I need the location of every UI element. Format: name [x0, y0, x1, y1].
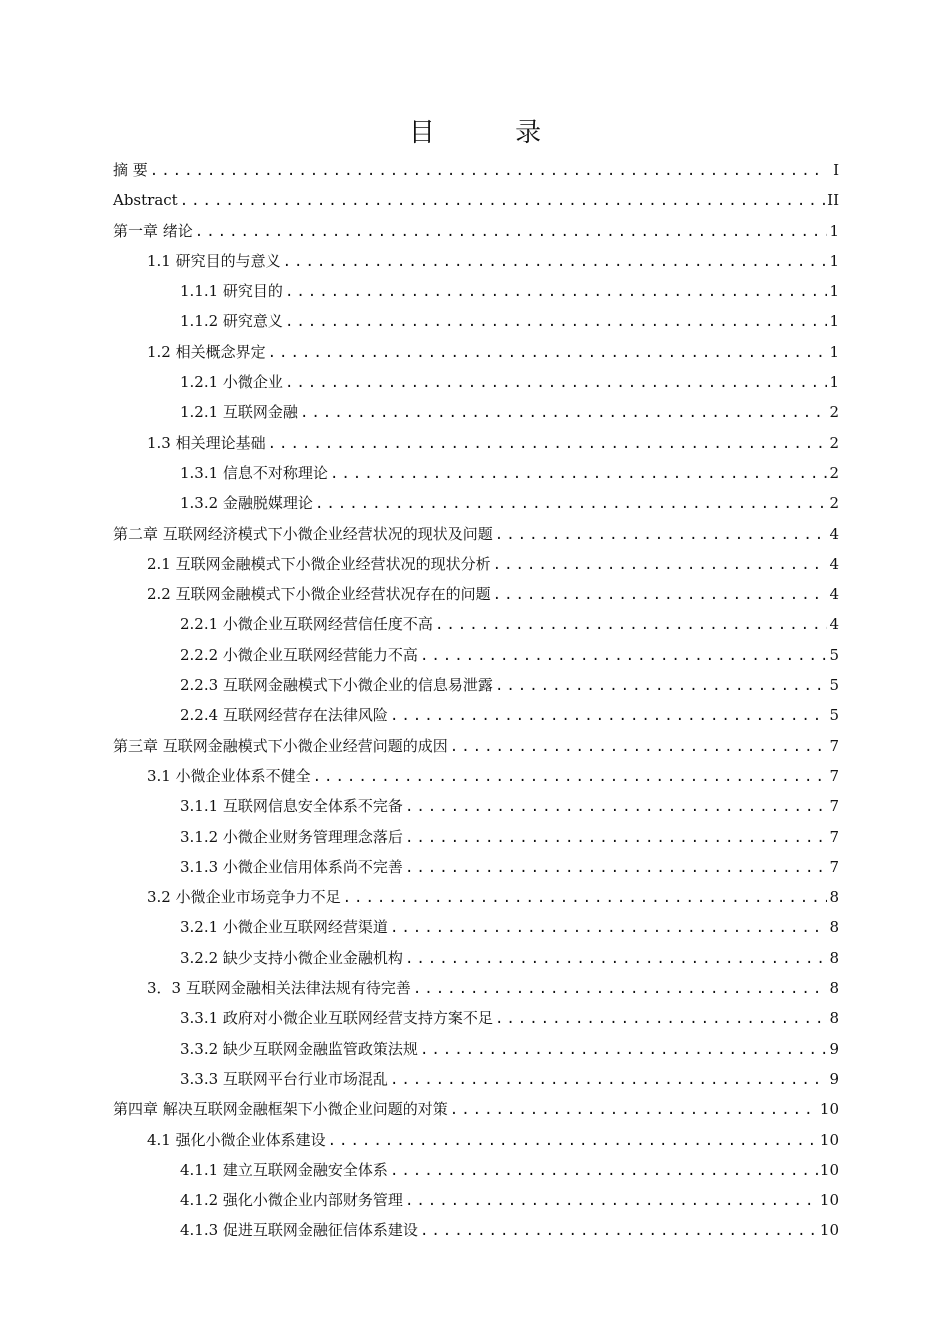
toc-entry-page-number: 4 [829, 554, 839, 573]
toc-entry-page-number: 5 [829, 676, 839, 695]
toc-entry-label: 2.2.3 互联网金融模式下小微企业的信息易泄露 [180, 676, 493, 695]
toc-entry[interactable] [113, 822, 839, 852]
toc-entry-page-number: II [827, 191, 839, 210]
toc-entry-label: 1.2.1 小微企业 [180, 373, 283, 392]
toc-entry-label: 4.1 强化小微企业体系建设 [147, 1130, 326, 1149]
toc-entry[interactable] [113, 549, 839, 579]
toc-entry-page-number: 4 [829, 615, 839, 634]
toc-entry-label: 1.3.1 信息不对称理论 [180, 463, 328, 482]
toc-entry-label: 3.3.2 缺少互联网金融监管政策法规 [180, 1039, 418, 1058]
toc-entry-page-number: 9 [829, 1069, 839, 1088]
toc-entry-label: 3.3.3 互联网平台行业市场混乱 [180, 1069, 388, 1088]
toc-entry-page-number: 1 [829, 251, 839, 270]
toc-entry-label: 3.2.1 小微企业互联网经营渠道 [180, 918, 388, 937]
dot-leader [285, 368, 827, 398]
toc-entry[interactable] [113, 216, 839, 246]
dot-leader [405, 792, 827, 822]
dot-leader [313, 762, 827, 792]
toc-entry-page-number: 2 [829, 463, 839, 482]
toc-entry-page-number: 1 [829, 282, 839, 301]
toc-entry-page-number: 8 [829, 1009, 839, 1028]
toc-entry-page-number: 7 [829, 827, 839, 846]
toc-entry-label: 2.2.4 互联网经营存在法律风险 [180, 706, 388, 725]
toc-entry[interactable] [113, 640, 839, 670]
toc-entry-label: 3．3 互联网金融相关法律法规有待完善 [147, 979, 411, 998]
toc-entry-label: 1.2.1 互联网金融 [180, 403, 298, 422]
toc-entry-label: 1.1.2 研究意义 [180, 312, 283, 331]
toc-entry[interactable] [113, 488, 839, 518]
dot-leader [390, 701, 827, 731]
toc-entry-label: 3.2.2 缺少支持小微企业金融机构 [180, 948, 403, 967]
toc-entry-label: 第二章 互联网经济模式下小微企业经营状况的现状及问题 [113, 524, 493, 543]
table-of-contents [113, 155, 839, 1246]
toc-entry-label: 第三章 互联网金融模式下小微企业经营问题的成因 [113, 736, 448, 755]
toc-entry[interactable] [113, 337, 839, 367]
dot-leader [315, 489, 827, 519]
toc-entry-page-number: 9 [829, 1039, 839, 1058]
dot-leader [300, 398, 827, 428]
toc-entry-label: 4.1.2 强化小微企业内部财务管理 [180, 1191, 403, 1210]
toc-entry[interactable] [113, 912, 839, 942]
toc-entry[interactable] [113, 1215, 839, 1245]
toc-entry[interactable] [113, 185, 839, 215]
dot-leader [268, 338, 827, 368]
toc-entry-page-number: 5 [829, 645, 839, 664]
dot-leader [450, 732, 827, 762]
toc-entry-label: Abstract [113, 191, 178, 210]
toc-entry-page-number: 2 [829, 433, 839, 452]
toc-entry-page-number: 4 [829, 585, 839, 604]
toc-entry[interactable] [113, 1185, 839, 1215]
toc-entry-page-number: 7 [829, 857, 839, 876]
toc-entry[interactable] [113, 276, 839, 306]
toc-entry[interactable] [113, 1125, 839, 1155]
dot-leader [405, 853, 827, 883]
toc-entry-page-number: 2 [829, 494, 839, 513]
toc-entry-label: 1.3 相关理论基础 [147, 433, 266, 452]
toc-entry-label: 3.1 小微企业体系不健全 [147, 766, 311, 785]
toc-entry[interactable] [113, 761, 839, 791]
toc-entry[interactable] [113, 155, 839, 185]
toc-entry[interactable] [113, 670, 839, 700]
toc-entry-page-number: 2 [829, 403, 839, 422]
toc-entry[interactable] [113, 367, 839, 397]
toc-entry[interactable] [113, 579, 839, 609]
dot-leader [285, 307, 827, 337]
toc-entry[interactable] [113, 428, 839, 458]
toc-entry[interactable] [113, 852, 839, 882]
toc-entry-page-number: 8 [829, 979, 839, 998]
toc-entry-label: 3.3.1 政府对小微企业互联网经营支持方案不足 [180, 1009, 493, 1028]
toc-entry[interactable] [113, 1003, 839, 1033]
dot-leader [268, 429, 827, 459]
toc-entry-label: 3.1.1 互联网信息安全体系不完备 [180, 797, 403, 816]
toc-entry-page-number: 1 [829, 312, 839, 331]
toc-entry-page-number: 7 [829, 797, 839, 816]
toc-entry-label: 1.2 相关概念界定 [147, 342, 266, 361]
toc-entry-label: 3.2 小微企业市场竞争力不足 [147, 888, 341, 907]
toc-entry-page-number: 1 [829, 342, 839, 361]
dot-leader [390, 1065, 827, 1095]
toc-entry-page-number: 10 [819, 1100, 839, 1119]
toc-entry[interactable] [113, 246, 839, 276]
dot-leader [328, 1126, 818, 1156]
dot-leader [435, 610, 827, 640]
toc-entry[interactable] [113, 882, 839, 912]
toc-entry-page-number: 10 [819, 1191, 839, 1210]
toc-entry[interactable] [113, 458, 839, 488]
toc-entry-page-number: 5 [829, 706, 839, 725]
dot-leader [420, 641, 827, 671]
dot-leader [390, 1156, 818, 1186]
toc-entry-page-number: 10 [819, 1130, 839, 1149]
dot-leader [495, 1004, 827, 1034]
dot-leader [285, 277, 827, 307]
toc-entry-label: 第四章 解决互联网金融框架下小微企业问题的对策 [113, 1100, 448, 1119]
toc-entry-label: 第一章 绪论 [113, 221, 193, 240]
dot-leader [283, 247, 827, 277]
toc-entry-label: 3.1.2 小微企业财务管理理念落后 [180, 827, 403, 846]
dot-leader [493, 550, 827, 580]
toc-entry-label: 3.1.3 小微企业信用体系尚不完善 [180, 857, 403, 876]
toc-entry-page-number: 1 [829, 373, 839, 392]
toc-entry[interactable] [113, 609, 839, 639]
dot-leader [420, 1035, 827, 1065]
toc-entry-page-number: 1 [829, 221, 839, 240]
toc-entry-label: 2.1 互联网金融模式下小微企业经营状况的现状分析 [147, 554, 491, 573]
toc-entry-label: 2.2.1 小微企业互联网经营信任度不高 [180, 615, 433, 634]
toc-entry[interactable] [113, 397, 839, 427]
toc-entry-label: 摘 要 [113, 161, 148, 179]
toc-entry[interactable] [113, 519, 839, 549]
toc-entry-page-number: I [833, 161, 839, 179]
toc-entry[interactable] [113, 731, 839, 761]
dot-leader [405, 944, 827, 974]
dot-leader [150, 156, 827, 186]
toc-entry[interactable] [113, 973, 839, 1003]
toc-entry-label: 2.2 互联网金融模式下小微企业经营状况存在的问题 [147, 585, 491, 604]
toc-entry-label: 4.1.3 促进互联网金融征信体系建设 [180, 1221, 418, 1240]
page-title: 目 录 [408, 118, 578, 148]
toc-entry[interactable] [113, 1034, 839, 1064]
dot-leader [390, 913, 827, 943]
toc-entry-label: 2.2.2 小微企业互联网经营能力不高 [180, 645, 418, 664]
dot-leader [420, 1216, 818, 1246]
dot-leader [493, 580, 827, 610]
toc-entry-page-number: 8 [829, 888, 839, 907]
toc-entry-label: 1.1 研究目的与意义 [147, 251, 281, 270]
toc-entry[interactable] [113, 791, 839, 821]
toc-entry[interactable] [113, 306, 839, 336]
dot-leader [413, 974, 827, 1004]
dot-leader [180, 186, 825, 216]
toc-entry-page-number: 10 [819, 1160, 839, 1179]
toc-entry[interactable] [113, 1094, 839, 1124]
toc-entry[interactable] [113, 943, 839, 973]
dot-leader [343, 883, 827, 913]
dot-leader [495, 520, 827, 550]
dot-leader [195, 217, 827, 247]
toc-entry-page-number: 4 [829, 524, 839, 543]
dot-leader [405, 1186, 818, 1216]
toc-entry[interactable] [113, 700, 839, 730]
dot-leader [405, 823, 827, 853]
dot-leader [495, 671, 827, 701]
toc-entry-page-number: 8 [829, 918, 839, 937]
toc-entry-page-number: 7 [829, 736, 839, 755]
toc-entry-label: 4.1.1 建立互联网金融安全体系 [180, 1160, 388, 1179]
toc-entry-label: 1.3.2 金融脱媒理论 [180, 494, 313, 513]
dot-leader [450, 1095, 818, 1125]
toc-entry-label: 1.1.1 研究目的 [180, 282, 283, 301]
toc-entry-page-number: 8 [829, 948, 839, 967]
toc-entry-page-number: 7 [829, 766, 839, 785]
toc-entry[interactable] [113, 1155, 839, 1185]
toc-entry[interactable] [113, 1064, 839, 1094]
toc-entry-page-number: 10 [819, 1221, 839, 1240]
dot-leader [330, 459, 827, 489]
